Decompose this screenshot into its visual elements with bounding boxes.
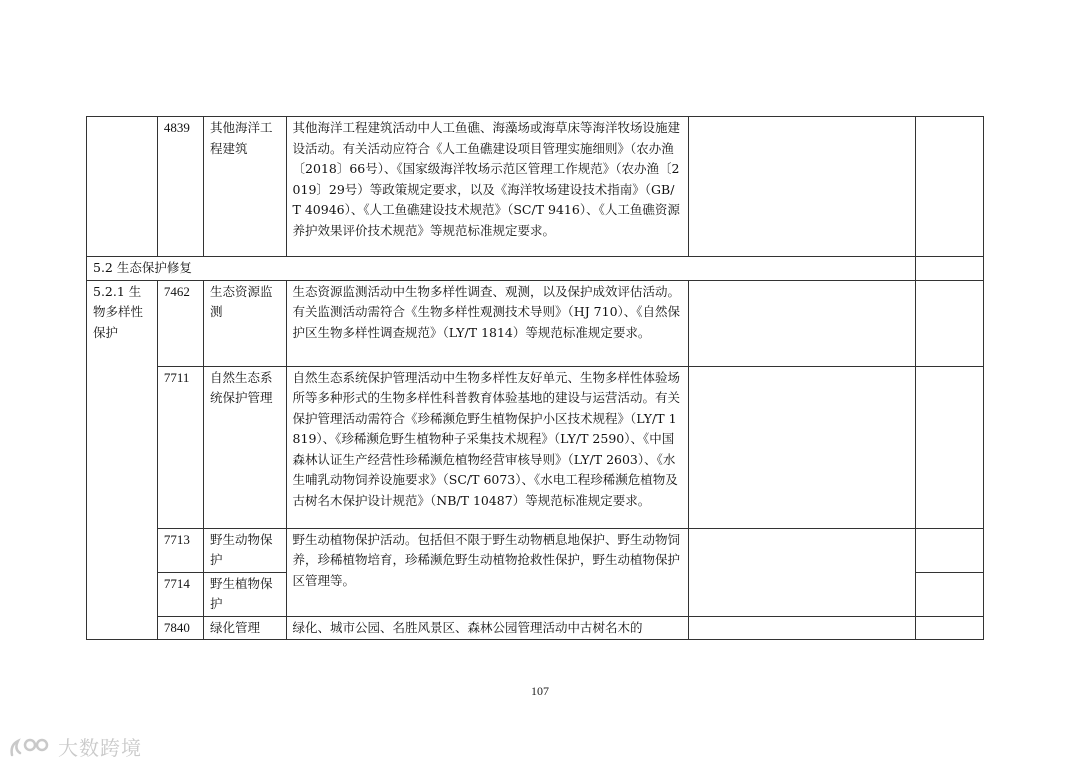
section-row	[87, 257, 984, 281]
industry-description: 野生动植物保护活动。包括但不限于野生动物栖息地保护、野生动物饲养，珍稀植物培育，珍稀濒危野生动植物抢救性保护，野生动植物保护区管理等。	[286, 528, 688, 616]
table-row	[87, 616, 984, 640]
industry-name: 其他海洋工程建筑	[203, 117, 286, 257]
industry-name: 自然生态系统保护管理	[203, 366, 286, 528]
table-row	[87, 117, 984, 257]
industry-code: 4839	[157, 117, 203, 257]
standards-table	[86, 116, 984, 640]
watermark-text: 大数跨境	[58, 736, 142, 760]
industry-description: 绿化、城市公园、名胜风景区、森林公园管理活动中古树名木的	[286, 616, 688, 640]
industry-name: 绿化管理	[203, 616, 286, 640]
brand-logo-icon	[8, 735, 54, 759]
subsection-title: 5.2.1 生物多样性保护	[87, 280, 158, 640]
empty-cell	[916, 366, 984, 528]
industry-description: 生态资源监测活动中生物多样性调查、观测，以及保护成效评估活动。有关监测活动需符合《生物多样性观测技术导则》（HJ 710）、《自然保护区生物多样性调查规范》（LY/T 1814）等规范标准规定要求。	[286, 280, 688, 366]
industry-name: 野生植物保护	[203, 572, 286, 616]
empty-cell	[688, 616, 915, 640]
industry-code: 7840	[157, 616, 203, 640]
section-title: 5.2 生态保护修复	[87, 257, 916, 281]
industry-code: 7713	[157, 528, 203, 572]
empty-cell	[688, 117, 915, 257]
industry-description: 其他海洋工程建筑活动中人工鱼礁、海藻场或海草床等海洋牧场设施建设活动。有关活动应符合《人工鱼礁建设项目管理实施细则》（农办渔〔2018〕66号）、《国家级海洋牧场示范区管理工作规范》（农办渔〔2019〕29号）等政策规定要求，以及《海洋牧场建设技术指南》（GB/T 40946）、《人工鱼礁建设技术规范》（SC/T 9416）、《人工鱼礁资源养护效果评价技术规范》等规范标准规定要求。	[286, 117, 688, 257]
empty-cell	[916, 528, 984, 572]
industry-code: 7714	[157, 572, 203, 616]
empty-cell	[916, 117, 984, 257]
industry-code: 7711	[157, 366, 203, 528]
category-cell	[87, 117, 158, 257]
empty-cell	[916, 280, 984, 366]
empty-cell	[916, 572, 984, 616]
table-row	[87, 280, 984, 366]
empty-cell	[916, 616, 984, 640]
table-row	[87, 528, 984, 572]
industry-code: 7462	[157, 280, 203, 366]
industry-name: 野生动物保护	[203, 528, 286, 572]
empty-cell	[688, 366, 915, 528]
industry-name: 生态资源监测	[203, 280, 286, 366]
watermark	[8, 732, 142, 761]
page-number: 107	[531, 684, 549, 698]
industry-description: 自然生态系统保护管理活动中生物多样性友好单元、生物多样性体验场所等多种形式的生物多样性科普教育体验基地的建设与运营活动。有关保护管理活动需符合《珍稀濒危野生植物保护小区技术规程》（LY/T 1819）、《珍稀濒危野生植物种子采集技术规程》（LY/T 2590）、《中国森林认证生产经营性珍稀濒危植物经营审核导则》（LY/T 2603）、《水生哺乳动物饲养设施要求》（SC/T 6073）、《水电工程珍稀濒危植物及古树名木保护设计规范》（NB/T 10487）等规范标准规定要求。	[286, 366, 688, 528]
empty-cell	[916, 257, 984, 281]
empty-cell	[688, 528, 915, 616]
table-row	[87, 366, 984, 528]
empty-cell	[688, 280, 915, 366]
